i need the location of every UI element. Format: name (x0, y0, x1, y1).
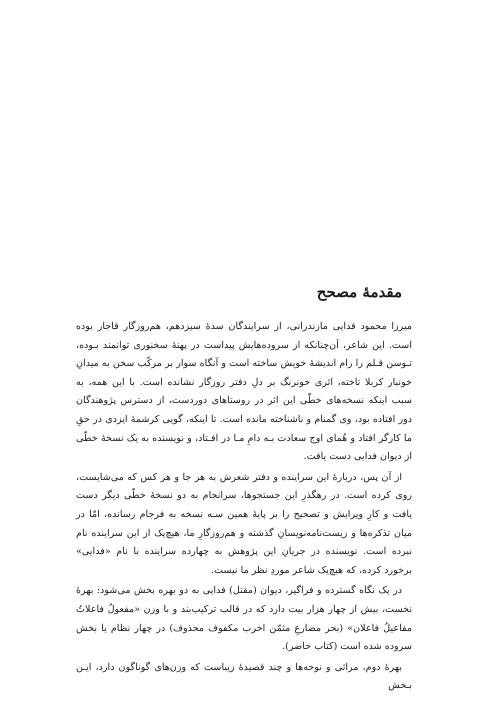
paragraph-2: از آن پس، دربارهٔ این سراینده و دفتر شعرش به هر جا و هر کس که می‌شایست، روی کرده است. در رهگذرِ این جستجوها، سرانجام به دو نسخهٔ خطّی دیگر دست یافت و کارِ ویرایش و تصحیح را بر پایهٔ همین سـه نسخه به فرجام رسانده، امّا در میان تذکره‌ها و زیست‌نامه‌نویسانِ گذشته و هم‌روزگارِ ما، هیچ‌یک از این سراینده نام نبرده است. نویسنده در جریانِ این پژوهش به چهارده سراینده با نام «فدایی» برخورد کرده، که هیچ‌یک شاعر موردِ نظر ما نیست. (76, 471, 412, 576)
paragraph-3: در یک نگاه گسترده و فراگیر، دیوان (مقتل) فدایی به دو بهره بخش می‌شود: بهرهٔ نخست، بیش از چهار هزار بیت دارد که در قالب ترکیب‌بند و با وزن «مفعولُ فاعلاتُ مفاعیلُ فاعلان» (بحر مضارعِ مثمّن اخرب مکفوف محذوف) در چهار نظام یا بخش سروده شده است (کتاب حاضر). (76, 585, 412, 653)
page-heading: مقدمهٔ مصحح (316, 283, 402, 301)
paragraph-4: بهرهٔ دوم، مراثی و نوحه‌ها و چند قصیدهٔ زیباست که وزن‌های گوناگون دارد، ایـن بـخش (76, 661, 412, 692)
paragraph-1: میرزا محمود فدایی مازندرانی، از سرایندگان سدهٔ سیزدهم، هم‌روزگار قاجار بوده است. این شاعر، آن‌چنانکه از سروده‌هایش پیداست در پهنهٔ سخنوری توانمند بـوده، تـوسن قـلم را رام اندیشهٔ خویش ساخته است و آنگاه سوار بر مرکّب سخن به میدانِ خونبار کربلا تاخته، اثری خونرنگ بر دلِ دفتر روزگار نشانده است. با این همه، به سبب اینکه نسخه‌های خطّی این اثر در روستاهای دوردست، از دسترس پژوهندگان دور افتاده بود، وی گمنام و ناشناخته مانده است. تا اینکه، گویی کرشمهٔ ایزدی در حقِ ما کارگر افتاد و هُمای اوج سعادت بـه دامِ مـا در افـتاد، و نویسنده به یک نسخهٔ خطّی از دیوان فدایی دست یافت. (76, 321, 412, 463)
body-text (76, 318, 412, 698)
